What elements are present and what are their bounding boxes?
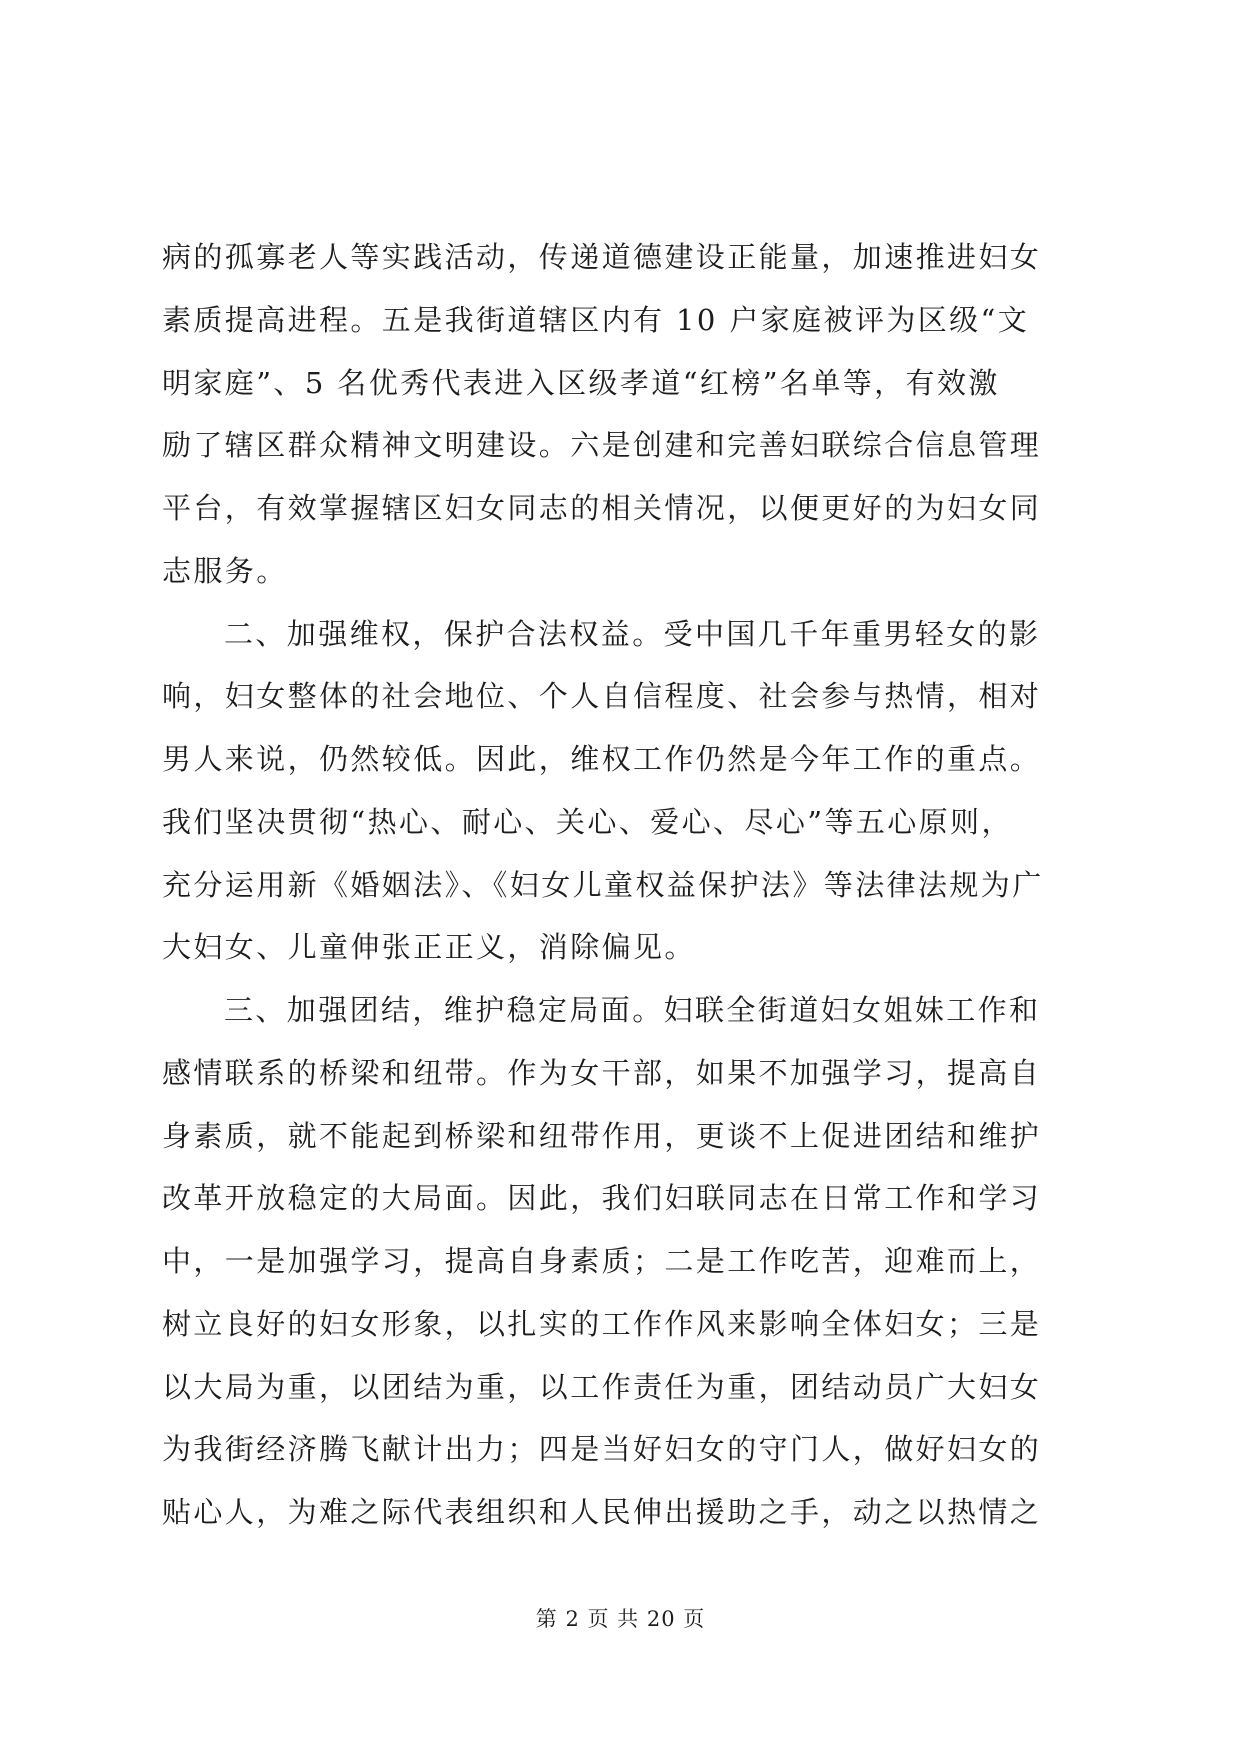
text-line: 身素质，就不能起到桥梁和纽带作用，更谈不上促进团结和维护 bbox=[162, 1118, 1042, 1153]
text-line: 明家庭”、5 名优秀代表进入区级孝道“红榜”名单等，有效激 bbox=[162, 365, 1000, 400]
paragraph-heading-3: 三、加强团结，维护稳定局面。妇联全街道妇女姐妹工作和 bbox=[224, 993, 1041, 1027]
text-line: 大妇女、儿童伸张正正义，消除偏见。 bbox=[162, 930, 696, 965]
page-number-footer: 第 2 页 共 20 页 bbox=[535, 1607, 706, 1631]
text-line: 以大局为重，以团结为重，以工作责任为重，团结动员广大妇女 bbox=[162, 1369, 1042, 1404]
text-line: 素质提高进程。五是我街道辖区内有 10 户家庭被评为区级“文 bbox=[162, 302, 1030, 337]
text-line: 志服务。 bbox=[162, 553, 288, 588]
text-line: 病的孤寡老人等实践活动，传递道德建设正能量，加速推进妇女 bbox=[162, 240, 1042, 274]
text-line: 平台，有效掌握辖区妇女同志的相关情况，以便更好的为妇女同 bbox=[162, 491, 1042, 525]
text-line: 男人来说，仍然较低。因此，维权工作仍然是今年工作的重点。 bbox=[162, 742, 1042, 776]
text-line: 贴心人，为难之际代表组织和人民伸出援助之手，动之以热情之 bbox=[162, 1495, 1042, 1529]
text-line: 励了辖区群众精神文明建设。六是创建和完善妇联综合信息管理 bbox=[162, 428, 1042, 463]
paragraph-heading-2: 二、加强维权，保护合法权益。受中国几千年重男轻女的影 bbox=[224, 616, 1041, 651]
text-line: 感情联系的桥梁和纽带。作为女干部，如果不加强学习，提高自 bbox=[162, 1055, 1042, 1090]
text-line: 改革开放稳定的大局面。因此，我们妇联同志在日常工作和学习 bbox=[162, 1181, 1042, 1216]
text-line: 为我街经济腾飞献计出力；四是当好妇女的守门人，做好妇女的 bbox=[162, 1432, 1042, 1467]
text-line: 响，妇女整体的社会地位、个人自信程度、社会参与热情，相对 bbox=[162, 679, 1042, 714]
text-line: 我们坚决贯彻“热心、耐心、关心、爱心、尽心”等五心原则， bbox=[162, 804, 1013, 839]
text-line: 中，一是加强学习，提高自身素质；二是工作吃苦，迎难而上， bbox=[162, 1244, 1042, 1278]
text-line: 充分运用新《婚姻法》、《妇女儿童权益保护法》等法律法规为广 bbox=[162, 867, 1044, 902]
body-text bbox=[162, 226, 1082, 1544]
text-line: 树立良好的妇女形象，以扎实的工作作风来影响全体妇女；三是 bbox=[162, 1306, 1042, 1341]
